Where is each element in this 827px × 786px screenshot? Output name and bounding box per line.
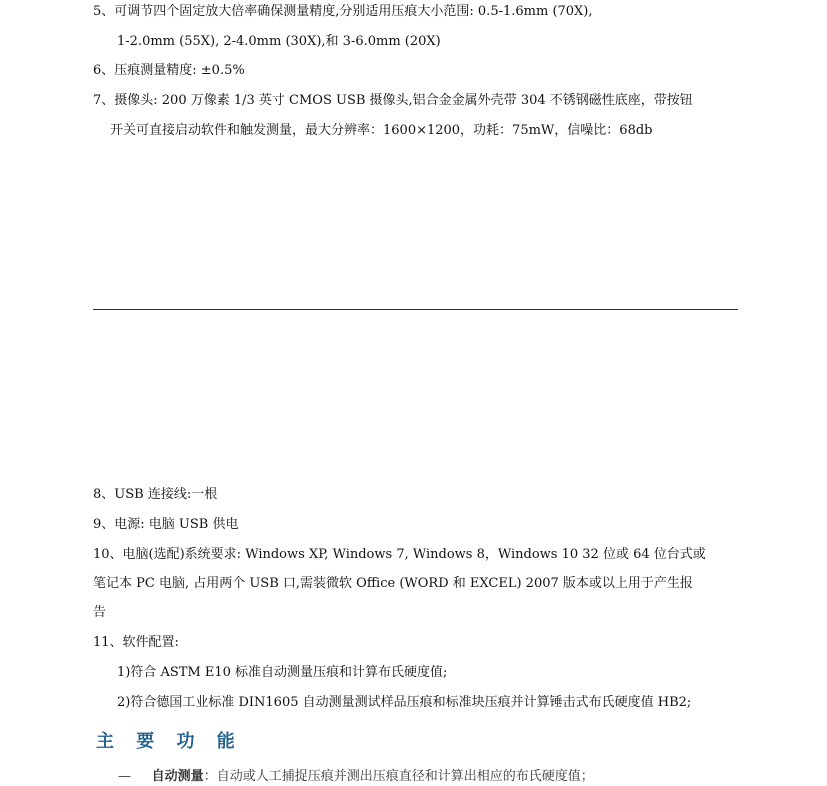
spec-item-5-line-2: 1-2.0mm (55X), 2-4.0mm (30X),和 3-6.0mm (20X) xyxy=(117,34,441,49)
spec-item-10-line-3: 告 xyxy=(93,605,107,620)
spec-item-5-line-1: 5、可调节四个固定放大倍率确保测量精度,分别适用压痕大小范围: 0.5-1.6mm (70X), xyxy=(93,4,593,19)
spec-item-10-line-1: 10、电脑(选配)系统要求: Windows XP, Windows 7, Windows 8，Windows 10 32 位或 64 位台式或 xyxy=(93,547,706,562)
page-divider xyxy=(93,309,738,310)
spec-item-7-line-2: 开关可直接启动软件和触发测量，最大分辨率：1600×1200，功耗：75mW，信噪比：68db xyxy=(110,123,653,138)
function-item-auto-measure xyxy=(118,768,594,786)
function-item-text: ：自动或人工捕捉压痕并测出压痕直径和计算出相应的布氏硬度值； xyxy=(203,769,594,784)
section-heading-main-functions: 主 要 功 能 xyxy=(96,731,243,752)
function-item-dash: — xyxy=(118,769,131,784)
spec-item-11-sub-1: 1)符合 ASTM E10 标准自动测量压痕和计算布氏硬度值; xyxy=(117,665,448,680)
spec-item-11-sub-2: 2)符合德国工业标准 DIN1605 自动测量测试样品压痕和标准块压痕并计算锤击式布氏硬度值 HB2; xyxy=(117,695,692,710)
spec-item-6: 6、压痕测量精度: ±0.5% xyxy=(93,63,245,78)
spec-item-9: 9、电源: 电脑 USB 供电 xyxy=(93,517,239,532)
function-item-label: 自动测量 xyxy=(151,769,204,784)
spec-item-10-line-2: 笔记本 PC 电脑, 占用两个 USB 口,需装微软 Office (WORD 和 EXCEL) 2007 版本或以上用于产生报 xyxy=(93,576,693,591)
spec-item-11: 11、软件配置: xyxy=(93,635,179,650)
spec-item-8: 8、USB 连接线:一根 xyxy=(93,487,218,502)
spec-item-7-line-1: 7、摄像头: 200 万像素 1/3 英寸 CMOS USB 摄像头,铝合金金属外壳带 304 不锈钢磁性底座，带按钮 xyxy=(93,93,693,108)
